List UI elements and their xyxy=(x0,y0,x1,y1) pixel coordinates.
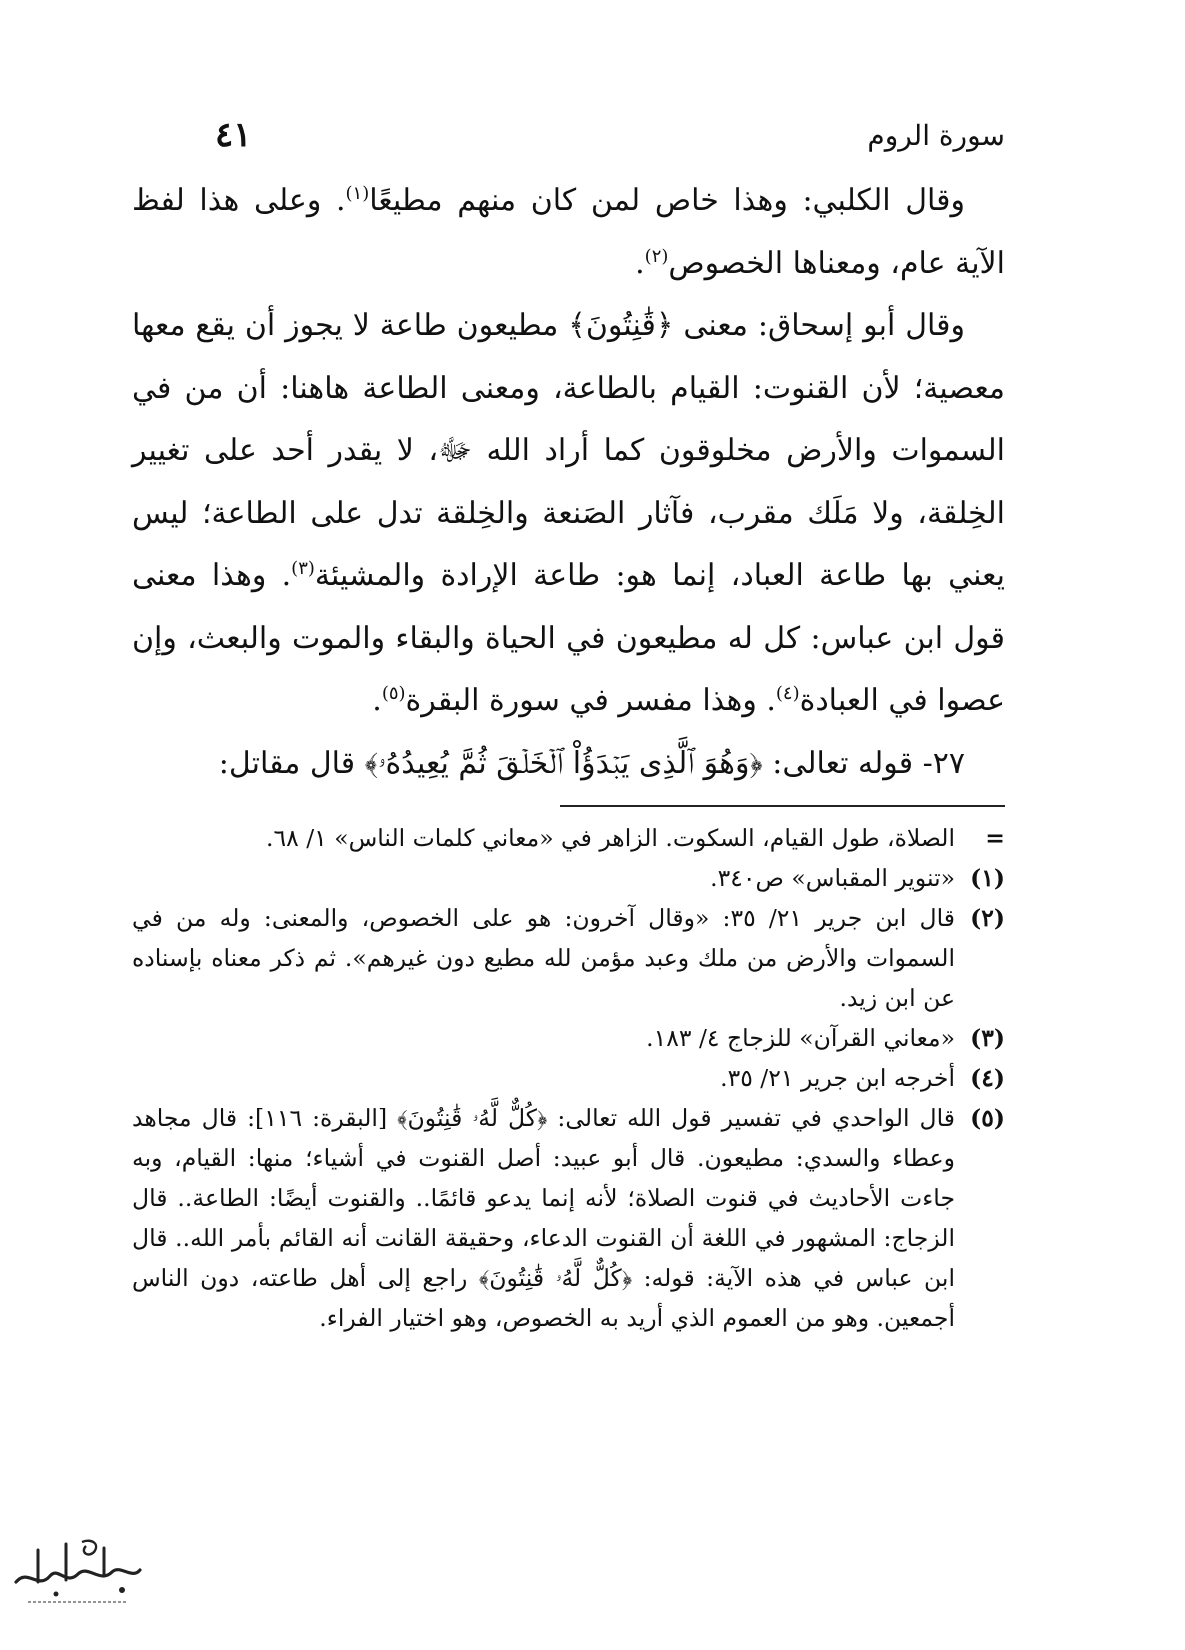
text-run: مطيعون طاعة لا يجوز أن يقع معها معصية؛ لأن القنوت: القيام بالطاعة، ومعنى الطاعة هاهنا: أن من في السموات والأرض مخلوقون كما أراد الله ﷻ، لا يقدر أحد على تغيير الخِلقة، ولا مَلَك مقرب، فآثار الصَنعة والخِلقة تدل على الطاعة؛ ليس يعني بها طاعة العباد، إنما هو: طاعة الإرادة والمشيئة xyxy=(132,308,1005,593)
footnote-text: الصلاة، طول القيام، السكوت. الزاهر في «معاني كلمات الناس» ١/ ٦٨. xyxy=(265,824,955,852)
footnote-text: قال الواحدي في تفسير قول الله تعالى: ﴿كُلٌّ لَّهُۥ قَٰنِتُونَ﴾ [البقرة: ١١٦]: قال مجاهد وعطاء والسدي: مطيعون. قال أبو عبيد: أصل القنوت في أشياء؛ منها: القيام، وبه جاءت الأحاديث في قنوت الصلاة؛ لأنه إنما يدعو قائمًا.. والقنوت أيضًا: الطاعة.. قال الزجاج: المشهور في اللغة أن القنوت الدعاء، وحقيقة القانت أنه القائم بأمر الله.. قال ابن عباس في هذه الآية: قوله: ﴿كُلٌّ لَّهُۥ قَٰنِتُونَ﴾ راجع إلى أهل طاعته، دون الناس أجمعين. وهو من العموم الذي أريد به الخصوص، وهو اختيار الفراء. xyxy=(132,1104,956,1332)
text-run: . وعلى هذا لفظ الآية عام، ومعناها الخصوص xyxy=(132,183,1005,281)
surah-title: سورة الروم xyxy=(867,118,1005,152)
footnote-continuation xyxy=(132,818,1005,858)
text-run: قال مقاتل: xyxy=(218,745,365,781)
footnote-mark: (٢) xyxy=(970,904,1005,932)
footnote-mark: (٥) xyxy=(970,1104,1005,1132)
main-text xyxy=(132,170,1005,795)
footnote-ref-3: (٣) xyxy=(291,558,315,579)
quran-verse: ﴿قَٰنِتُونَ﴾ xyxy=(568,308,674,343)
footnote-ref-2: (٢) xyxy=(644,245,669,267)
footnote-3 xyxy=(132,1018,1005,1058)
footnotes xyxy=(132,818,1005,1338)
footnote-text: «معاني القرآن» للزجاج ٤/ ١٨٣. xyxy=(646,1024,955,1052)
text-run: وقال الكلبي: وهذا خاص لمن كان منهم مطيعًا xyxy=(369,183,965,218)
footnote-mark: (١) xyxy=(970,864,1005,892)
footnote-1 xyxy=(132,858,1005,898)
footnote-mark: (٣) xyxy=(970,1024,1005,1052)
text-run: . xyxy=(635,245,645,281)
footnote-2 xyxy=(132,898,1005,1018)
footnote-text: قال ابن جرير ٢١/ ٣٥: «وقال آخرون: هو على الخصوص، والمعنى: وله من في السموات والأرض من ملك وعبد مؤمن لله مطيع دون غيرهم». ثم ذكر معناه بإسناده عن ابن زيد. xyxy=(132,904,955,1012)
library-stamp-icon xyxy=(8,1530,148,1610)
footnote-separator xyxy=(560,805,1005,807)
footnote-text: أخرجه ابن جرير ٢١/ ٣٥. xyxy=(720,1064,955,1092)
running-head xyxy=(215,110,1005,160)
footnote-ref-5: (٥) xyxy=(381,683,406,704)
text-run: . وهذا معنى قول ابن عباس: كل له مطيعون في الحياة والبقاء والموت والبعث، وإن عصوا في العبادة xyxy=(132,558,1005,718)
text-run: ٢٧- قوله تعالى: xyxy=(762,745,965,781)
text-run: . xyxy=(372,683,382,718)
footnote-ref-4: (٤) xyxy=(775,683,800,704)
footnote-5 xyxy=(132,1098,1005,1338)
paragraph-verse-27 xyxy=(132,733,1005,796)
footnote-ref-1: (١) xyxy=(345,183,370,204)
paragraph-kalbi xyxy=(132,170,1005,295)
footnote-4 xyxy=(132,1058,1005,1098)
footnote-mark: (٤) xyxy=(970,1064,1005,1092)
paragraph-abu-ishaq xyxy=(132,295,1005,733)
text-run: وقال أبو إسحاق: معنى xyxy=(673,308,965,343)
footnote-text: «تنوير المقباس» ص٣٤٠. xyxy=(710,864,955,892)
text-run: . وهذا مفسر في سورة البقرة xyxy=(405,683,776,718)
page-number: ٤١ xyxy=(215,115,252,155)
footnote-mark: = xyxy=(985,824,1005,852)
quran-verse: ﴿وَهُوَ ٱلَّذِى يَبۡدَؤُاْ ٱلۡخَلۡقَ ثُمَّ يُعِيدُهُۥ﴾ xyxy=(364,745,763,781)
